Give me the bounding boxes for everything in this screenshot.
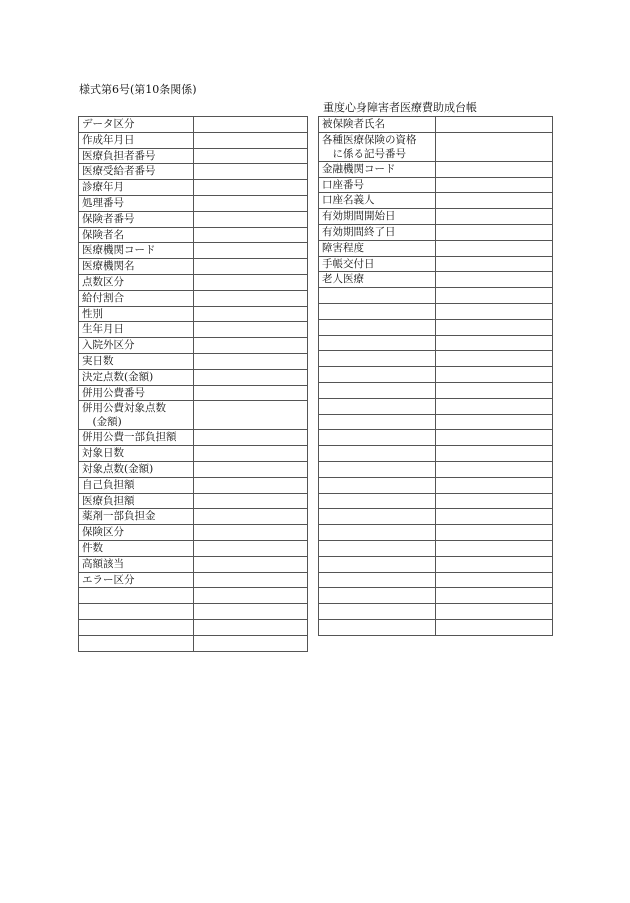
- table-row: [79, 227, 308, 243]
- field-value: [436, 161, 553, 177]
- field-value: [194, 227, 308, 243]
- field-value: [194, 461, 308, 477]
- field-label: [319, 509, 436, 525]
- table-row: [319, 319, 553, 335]
- field-label: [319, 382, 436, 398]
- field-label: [79, 619, 194, 635]
- field-value: [194, 353, 308, 369]
- field-value: [194, 180, 308, 196]
- field-label: [319, 556, 436, 572]
- table-row: [319, 132, 553, 161]
- table-row: [79, 461, 308, 477]
- field-value: [436, 525, 553, 541]
- table-row: [79, 306, 308, 322]
- field-label: エラー区分: [79, 572, 194, 588]
- table-row: [319, 604, 553, 620]
- table-row: [319, 161, 553, 177]
- field-label: 有効期間終了日: [319, 224, 436, 240]
- field-value: [436, 572, 553, 588]
- field-label: 保険者番号: [79, 211, 194, 227]
- table-row: [319, 446, 553, 462]
- field-value: [194, 243, 308, 259]
- field-value: [436, 619, 553, 635]
- field-label: 金融機関コード: [319, 161, 436, 177]
- field-label: [319, 572, 436, 588]
- field-value: [436, 177, 553, 193]
- field-value: [436, 430, 553, 446]
- field-value: [436, 256, 553, 272]
- table-row: [79, 588, 308, 604]
- table-row: [319, 477, 553, 493]
- field-label: [319, 414, 436, 430]
- field-value: [436, 319, 553, 335]
- table-row: [79, 353, 308, 369]
- table-row: [79, 164, 308, 180]
- field-label: 高額該当: [79, 556, 194, 572]
- table-row: [319, 382, 553, 398]
- field-label: 医療負担額: [79, 493, 194, 509]
- field-label: [79, 604, 194, 620]
- table-row: [79, 322, 308, 338]
- field-value: [194, 117, 308, 133]
- right-ledger-table: [318, 116, 553, 636]
- field-label: 手帳交付日: [319, 256, 436, 272]
- field-value: [436, 288, 553, 304]
- field-value: [436, 556, 553, 572]
- table-row: [79, 195, 308, 211]
- field-label: 点数区分: [79, 274, 194, 290]
- field-value: [436, 303, 553, 319]
- table-row: [79, 274, 308, 290]
- field-value: [436, 351, 553, 367]
- table-row: [79, 401, 308, 430]
- field-label: 医療負担者番号: [79, 148, 194, 164]
- field-value: [194, 588, 308, 604]
- field-label: [319, 446, 436, 462]
- field-value: [194, 274, 308, 290]
- field-label: 給付割合: [79, 290, 194, 306]
- table-row: [79, 572, 308, 588]
- field-label: 決定点数(金額): [79, 369, 194, 385]
- field-value: [194, 132, 308, 148]
- field-label: 診療年月: [79, 180, 194, 196]
- field-label: 入院外区分: [79, 338, 194, 354]
- table-row: [319, 461, 553, 477]
- field-label: 口座番号: [319, 177, 436, 193]
- table-row: [79, 446, 308, 462]
- field-value: [436, 193, 553, 209]
- field-label: 併用公費一部負担額: [79, 430, 194, 446]
- table-row: [79, 525, 308, 541]
- form-number-label: 様式第6号(第10条関係): [79, 83, 197, 96]
- field-value: [194, 619, 308, 635]
- field-value: [194, 306, 308, 322]
- field-label: [319, 493, 436, 509]
- field-label: [319, 540, 436, 556]
- field-label: [319, 430, 436, 446]
- ledger-title: 重度心身障害者医療費助成台帳: [323, 101, 477, 114]
- table-row: [319, 619, 553, 635]
- field-label: 医療機関コード: [79, 243, 194, 259]
- field-value: [436, 272, 553, 288]
- field-label: 有効期間開始日: [319, 209, 436, 225]
- field-value: [194, 290, 308, 306]
- field-label: 性別: [79, 306, 194, 322]
- table-row: [79, 243, 308, 259]
- field-value: [436, 240, 553, 256]
- table-row: [319, 398, 553, 414]
- table-row: [319, 367, 553, 383]
- field-label: 併用公費対象点数 (金額): [79, 401, 194, 430]
- field-value: [194, 525, 308, 541]
- field-value: [436, 509, 553, 525]
- field-label: [319, 303, 436, 319]
- field-value: [194, 493, 308, 509]
- table-row: [79, 493, 308, 509]
- field-value: [436, 461, 553, 477]
- field-value: [436, 209, 553, 225]
- field-label: [319, 351, 436, 367]
- table-row: [79, 635, 308, 651]
- table-row: [79, 540, 308, 556]
- field-value: [194, 556, 308, 572]
- table-row: [319, 588, 553, 604]
- field-label: 保険区分: [79, 525, 194, 541]
- field-label: 障害程度: [319, 240, 436, 256]
- field-label: 口座名義人: [319, 193, 436, 209]
- field-value: [194, 211, 308, 227]
- table-row: [79, 477, 308, 493]
- field-label: データ区分: [79, 117, 194, 133]
- field-value: [436, 335, 553, 351]
- field-value: [436, 477, 553, 493]
- table-row: [319, 288, 553, 304]
- field-value: [194, 430, 308, 446]
- field-label: [79, 635, 194, 651]
- field-value: [436, 493, 553, 509]
- table-row: [319, 256, 553, 272]
- field-label: 実日数: [79, 353, 194, 369]
- field-value: [194, 635, 308, 651]
- field-label: 対象日数: [79, 446, 194, 462]
- field-value: [194, 322, 308, 338]
- field-value: [436, 540, 553, 556]
- field-label: 薬剤一部負担金: [79, 509, 194, 525]
- field-label: [319, 588, 436, 604]
- field-value: [436, 367, 553, 383]
- table-row: [319, 351, 553, 367]
- field-value: [194, 259, 308, 275]
- field-value: [194, 477, 308, 493]
- table-row: [319, 177, 553, 193]
- field-label: [319, 477, 436, 493]
- table-row: [319, 540, 553, 556]
- field-label: [319, 319, 436, 335]
- field-value: [436, 117, 553, 133]
- table-row: [319, 193, 553, 209]
- table-row: [319, 493, 553, 509]
- field-label: [319, 398, 436, 414]
- field-label: [319, 367, 436, 383]
- field-label: 保険者名: [79, 227, 194, 243]
- table-row: [319, 209, 553, 225]
- field-label: [319, 335, 436, 351]
- field-value: [436, 224, 553, 240]
- field-label: 各種医療保険の資格 に係る記号番号: [319, 132, 436, 161]
- table-row: [79, 385, 308, 401]
- field-value: [194, 604, 308, 620]
- table-row: [79, 290, 308, 306]
- field-label: 併用公費番号: [79, 385, 194, 401]
- table-row: [319, 224, 553, 240]
- table-row: [79, 180, 308, 196]
- table-row: [79, 338, 308, 354]
- field-label: 医療機関名: [79, 259, 194, 275]
- field-label: [319, 461, 436, 477]
- field-label: [319, 525, 436, 541]
- field-value: [194, 338, 308, 354]
- table-row: [79, 619, 308, 635]
- field-value: [436, 604, 553, 620]
- field-value: [436, 414, 553, 430]
- field-label: [319, 604, 436, 620]
- field-value: [436, 382, 553, 398]
- field-label: 被保険者氏名: [319, 117, 436, 133]
- field-value: [194, 572, 308, 588]
- field-value: [436, 398, 553, 414]
- left-ledger-table: [78, 116, 308, 652]
- table-row: [319, 303, 553, 319]
- field-label: 生年月日: [79, 322, 194, 338]
- field-value: [194, 509, 308, 525]
- field-value: [194, 164, 308, 180]
- table-row: [79, 556, 308, 572]
- table-row: [319, 556, 553, 572]
- table-row: [79, 117, 308, 133]
- table-row: [79, 148, 308, 164]
- field-label: [79, 588, 194, 604]
- field-label: 医療受給者番号: [79, 164, 194, 180]
- field-label: 作成年月日: [79, 132, 194, 148]
- field-value: [194, 446, 308, 462]
- table-row: [319, 240, 553, 256]
- table-row: [319, 509, 553, 525]
- table-row: [319, 525, 553, 541]
- table-row: [319, 430, 553, 446]
- field-value: [194, 195, 308, 211]
- table-row: [319, 414, 553, 430]
- field-value: [194, 401, 308, 430]
- table-row: [79, 430, 308, 446]
- field-label: 老人医療: [319, 272, 436, 288]
- field-value: [194, 369, 308, 385]
- table-row: [79, 211, 308, 227]
- field-label: 処理番号: [79, 195, 194, 211]
- table-row: [79, 132, 308, 148]
- field-label: 件数: [79, 540, 194, 556]
- table-row: [79, 369, 308, 385]
- table-row: [319, 572, 553, 588]
- field-label: 対象点数(金額): [79, 461, 194, 477]
- field-value: [436, 446, 553, 462]
- field-value: [194, 385, 308, 401]
- field-label: [319, 619, 436, 635]
- field-value: [436, 132, 553, 161]
- field-label: 自己負担額: [79, 477, 194, 493]
- table-row: [79, 259, 308, 275]
- table-row: [319, 335, 553, 351]
- table-row: [79, 509, 308, 525]
- field-value: [436, 588, 553, 604]
- field-value: [194, 540, 308, 556]
- field-label: [319, 288, 436, 304]
- table-row: [79, 604, 308, 620]
- table-row: [319, 272, 553, 288]
- table-row: [319, 117, 553, 133]
- field-value: [194, 148, 308, 164]
